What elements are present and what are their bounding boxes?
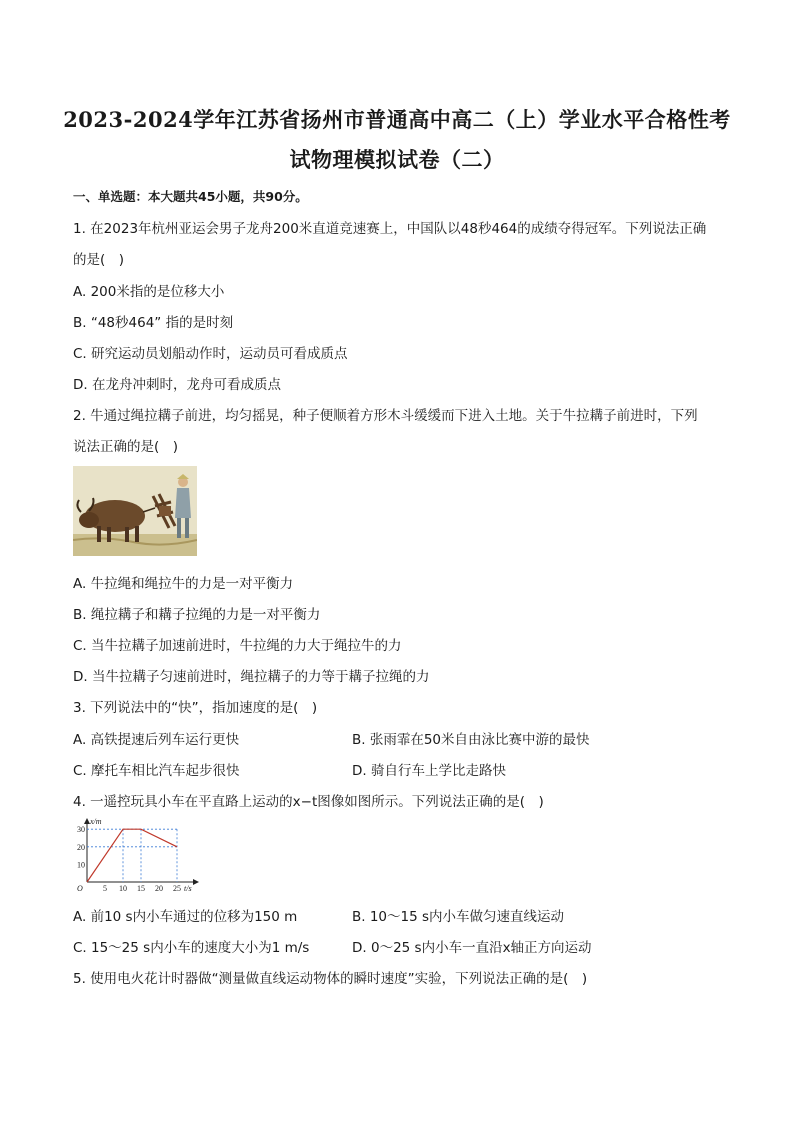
q3-stem: 3. 下列说法中的“快”，指加速度的是( ) <box>73 700 318 716</box>
x-tick-label: 10 <box>119 884 127 893</box>
y-tick-label: 30 <box>77 825 85 835</box>
origin-label: O <box>77 884 83 893</box>
y-tick-label: 20 <box>77 842 85 852</box>
q4-option-c: C. 15～25 s内小车的速度大小为1 m/s <box>73 940 310 956</box>
q2-stem-line2: 说法正确的是( ) <box>73 439 179 455</box>
q4-stem: 4. 一遥控玩具小车在平直路上运动的x−t图像如图所示。下列说法正确的是( ) <box>73 794 544 810</box>
x-tick-label: 25 <box>173 884 181 893</box>
exam-title-line1: 2023-2024学年江苏省扬州市普通高中高二（上）学业水平合格性考 <box>63 107 731 132</box>
q1-option-a: A. 200米指的是位移大小 <box>73 284 225 300</box>
q1-option-d: D. 在龙舟冲刺时，龙舟可看成质点 <box>73 377 281 393</box>
q2-option-b: B. 绳拉耩子和耩子拉绳的力是一对平衡力 <box>73 607 321 623</box>
x-tick-label: 15 <box>137 884 145 893</box>
q4-option-a: A. 前10 s内小车通过的位移为150 m <box>73 909 298 925</box>
y-axis-label: x/m <box>90 817 102 826</box>
q2-option-c: C. 当牛拉耩子加速前进时，牛拉绳的力大于绳拉牛的力 <box>73 638 402 654</box>
x-tick-label: 5 <box>103 884 107 893</box>
q1-stem-line2: 的是( ) <box>73 252 125 268</box>
q3-option-b: B. 张雨霏在50米自由泳比赛中游的最快 <box>352 732 590 748</box>
q3-option-a: A. 高铁提速后列车运行更快 <box>73 732 240 748</box>
x-axis-label: t/s <box>184 884 192 893</box>
section-heading: 一、单选题：本大题共45小题，共90分。 <box>73 189 308 204</box>
q5-stem: 5. 使用电火花计时器做“测量做直线运动物体的瞬时速度”实验，下列说法正确的是( ) <box>73 971 588 987</box>
ox-plough-illustration <box>73 466 197 556</box>
q1-option-b: B. “48秒464” 指的是时刻 <box>73 315 234 331</box>
x-tick-label: 20 <box>155 884 163 893</box>
q3-option-d: D. 骑自行车上学比走路快 <box>352 763 506 779</box>
q2-stem-line1: 2. 牛通过绳拉耩子前进，均匀摇晃，种子便顺着方形木斗缓缓而下进入土地。关于牛拉耩子前进时，下列 <box>73 408 698 424</box>
xt-graph <box>72 815 202 895</box>
q4-option-d: D. 0～25 s内小车一直沿x轴正方向运动 <box>352 940 592 956</box>
exam-title-line2: 试物理模拟试卷（二） <box>289 147 505 172</box>
q1-stem-line1: 1. 在2023年杭州亚运会男子龙舟200米直道竞速赛上，中国队以48秒464的成绩夺得冠军。下列说法正确 <box>73 221 707 237</box>
xt-line <box>87 829 177 882</box>
y-tick-label: 10 <box>77 860 85 870</box>
q3-option-c: C. 摩托车相比汽车起步很快 <box>73 763 240 779</box>
q2-option-a: A. 牛拉绳和绳拉牛的力是一对平衡力 <box>73 576 294 592</box>
q4-option-b: B. 10～15 s内小车做匀速直线运动 <box>352 909 565 925</box>
q1-option-c: C. 研究运动员划船动作时，运动员可看成质点 <box>73 346 348 362</box>
q2-option-d: D. 当牛拉耩子匀速前进时，绳拉耩子的力等于耩子拉绳的力 <box>73 669 430 685</box>
